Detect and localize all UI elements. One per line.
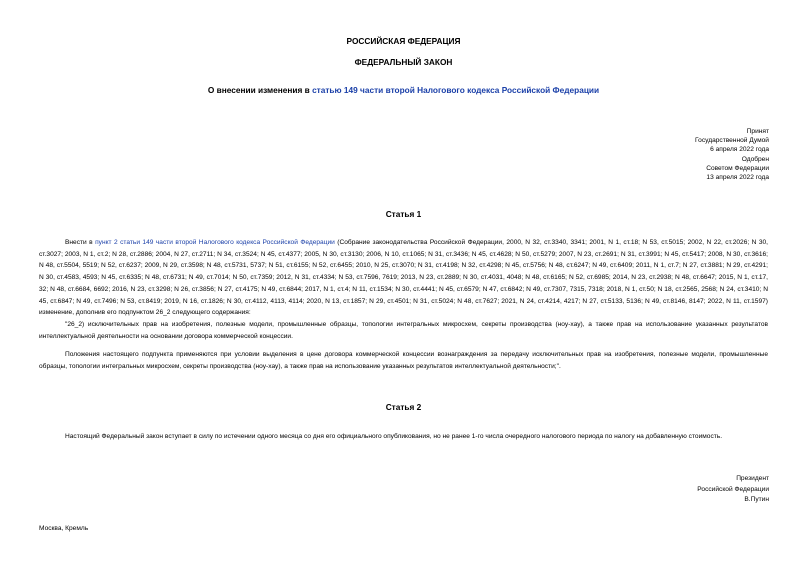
country-heading: РОССИЙСКАЯ ФЕДЕРАЦИЯ	[346, 36, 461, 46]
article1-heading: Статья 1	[385, 209, 422, 219]
signature-line: Российской Федерации	[697, 485, 769, 493]
adoption-line: 6 апреля 2022 года	[710, 146, 769, 154]
article1-quote2: Положения настоящего подпункта применяются при условии выделения в цене договора коммерческой концессии вознаграждения за передачу исключительных прав на изобретения, полезные модели, промышленные образцы, топологии интегральных микросхем, секреты производства (ноу-хау), а также прав на использование указанных результатов интеллектуальной деятельности;".	[39, 351, 768, 370]
doc-type-heading: ФЕДЕРАЛЬНЫЙ ЗАКОН	[354, 57, 453, 67]
article1-intro-rest: (Собрание законодательства Российской Федерации, 2000, N 32, ст.3340, 3341; 2001, N 1, ст.18; N 53, ст.5015; 2002, N 22, ст.2026; N 30, ст.3027; 2003, N 1, ст.2; N 28, ст.2886; 2004, N 27, ст.2711; N 34, ст.3524; N 45, ст.4377; 2005, N 30, ст.3130; 2006, N 10, ст.1065; N 31, ст.3436; N 45, ст.4628; N 50, ст.5279; 2007, N 23, ст.2691; N 31, ст.3991; N 45, ст.5417; 2008, N 30, ст.3616; N 48, ст.5504, 5519; N 52, ст.6237; 2009, N 29, ст.3598; N 48, ст.5731, 5737; N 51, ст.6155; N 52, ст.6455; 2010, N 25, ст.3070; N 31, ст.4198; N 32, ст.4298; N 45, ст.5756; N 48, ст.6247; N 49, ст.6409; 2011, N 1, ст.7; N 27, ст.3881; N 29, ст.4291; N 30, ст.4583, 4593; N 45, ст.6335; N 48, ст.6731; N 49, ст.7014; N 50, ст.7359; 2012, N 31, ст.4334; N 53, ст.7596, 7619; 2013, N 23, ст.2889; N 30, ст.4031, 4048; N 48, ст.6165; N 52, ст.6985; 2014, N 23, ст.2938; N 48, ст.6647; 2015, N 1, ст.17, 32; N 48, ст.6684, 6692; 2016, N 23, ст.3298; N 26, ст.3856; N 27, ст.4175; N 49, ст.6844; 2017, N 1, ст.4; N 11, ст.1534; N 30, ст.4441; N 45, ст.6579; N 47, ст.6842; N 49, ст.7307, 7315, 7318; 2018, N 1, ст.50; N 18, ст.2565, 2568; N 24, ст.3410; N 45, ст.6847; N 49, ст.7496; N 53, ст.8419; 2019, N 16, ст.1826; N 30, ст.4112, 4113, 4114; 2020, N 13, ст.1857; N 29, ст.4501; N 31, ст.5024; N 48, ст.7627; 2021, N 24, ст.4214, 4217; N 27, ст.5133, 5136; N 49, ст.8146, 8147; 2022, N 11, ст.1597) изменение, дополнив его подпунктом 26_2 следующего содержания:	[39, 239, 768, 317]
article2-heading: Статья 2	[385, 402, 422, 412]
law-title-link[interactable]: статью 149 части второй Налогового кодекса Российской Федерации	[312, 85, 600, 95]
adoption-line: 13 апреля 2022 года	[706, 174, 769, 182]
place-of-signing: Москва, Кремль	[39, 525, 89, 532]
adoption-line: Одобрен	[741, 155, 769, 163]
article1-intro-prefix: Внести в	[65, 239, 96, 246]
adoption-block	[569, 127, 769, 182]
adoption-line: Государственной Думой	[695, 137, 769, 145]
signature-block	[569, 474, 769, 506]
article1-quote1: "26_2) исключительных прав на изобретения, полезные модели, промышленные образцы, топологии интегральных микросхем, секреты производства (ноу-хау), а также прав на использование указанных результатов интеллектуальной деятельности на основании договора коммерческой концессии.	[39, 321, 768, 340]
adoption-line: Принят	[746, 128, 769, 135]
article1-intro-link[interactable]: пункт 2 статьи 149 части второй Налогового кодекса Российской Федерации	[95, 239, 335, 246]
adoption-line: Советом Федерации	[706, 164, 769, 172]
article2-text: Настоящий Федеральный закон вступает в силу по истечении одного месяца со дня его официального опубликования, но не ранее 1-го числа очередного налогового периода по налогу на добавленную стоимость.	[65, 433, 723, 440]
law-title	[0, 84, 807, 96]
law-title-prefix: О внесении изменения в	[207, 85, 313, 95]
article1-intro	[39, 237, 768, 319]
signature-line: Президент	[736, 475, 769, 482]
signature-line: В.Путин	[744, 496, 769, 503]
